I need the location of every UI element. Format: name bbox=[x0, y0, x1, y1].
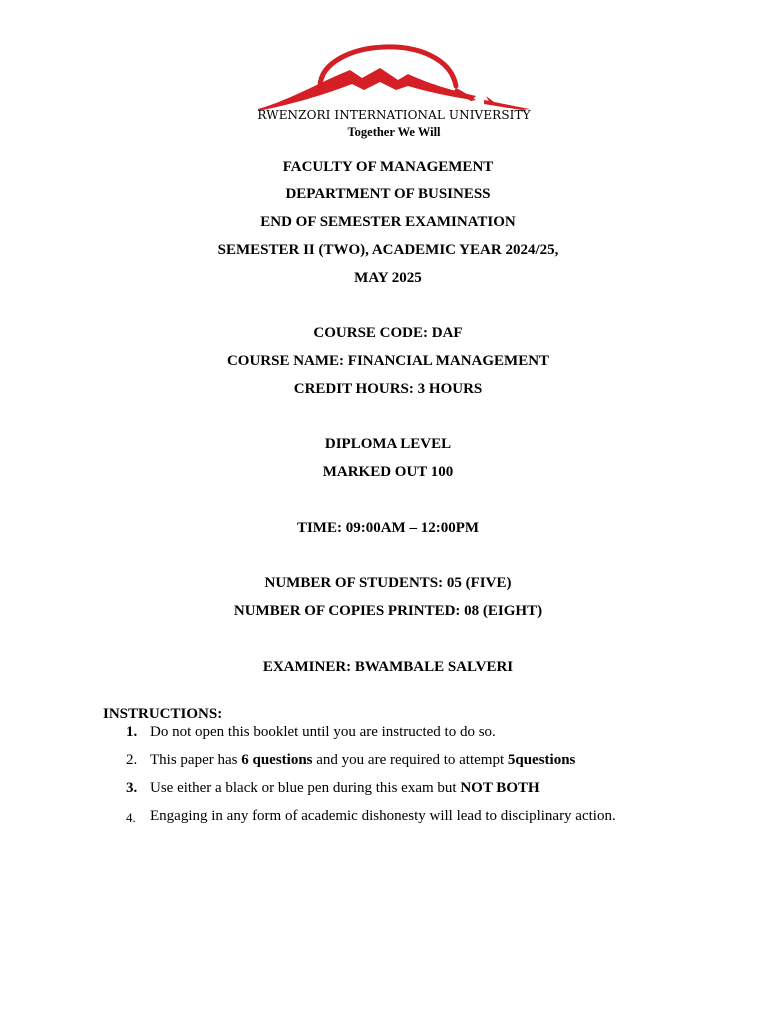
instruction-number: 3. bbox=[126, 780, 138, 796]
mountain-arc-logo-icon bbox=[250, 30, 540, 114]
instruction-number: 4. bbox=[126, 810, 136, 825]
instruction-text-part: and you are required to attempt bbox=[312, 752, 508, 768]
marks-line: MARKED OUT 100 bbox=[322, 464, 454, 480]
instruction-number: 1. bbox=[126, 724, 138, 740]
instruction-text bbox=[150, 780, 540, 797]
university-name: RWENZORI INTERNATIONAL UNIVERSITY bbox=[257, 108, 531, 122]
faculty-line: FACULTY OF MANAGEMENT bbox=[282, 159, 494, 175]
university-logo bbox=[250, 30, 540, 114]
department-line: DEPARTMENT OF BUSINESS bbox=[285, 186, 491, 202]
course-name-line: COURSE NAME: FINANCIAL MANAGEMENT bbox=[226, 353, 550, 369]
instruction-text: Do not open this booklet until you are instructed to do so. bbox=[150, 724, 496, 740]
instructions-title: INSTRUCTIONS: bbox=[103, 706, 223, 722]
examiner-line: EXAMINER: BWAMBALE SALVERI bbox=[262, 659, 514, 675]
copies-line: NUMBER OF COPIES PRINTED: 08 (EIGHT) bbox=[233, 603, 543, 619]
instruction-text bbox=[150, 752, 575, 769]
students-line: NUMBER OF STUDENTS: 05 (FIVE) bbox=[264, 575, 512, 591]
semester-line: SEMESTER II (TWO), ACADEMIC YEAR 2024/25, bbox=[217, 242, 559, 258]
instruction-text-part: Use either a black or blue pen during this exam but bbox=[150, 780, 461, 796]
month-line: MAY 2025 bbox=[354, 270, 422, 286]
course-code-line: COURSE CODE: DAF bbox=[313, 325, 463, 341]
instruction-emphasis: NOT BOTH bbox=[460, 780, 540, 796]
instruction-text-part: This paper has bbox=[150, 752, 242, 768]
instruction-number: 2. bbox=[126, 752, 138, 768]
instruction-text: Engaging in any form of academic dishonesty will lead to disciplinary action. bbox=[150, 808, 616, 824]
instruction-emphasis: 5questions bbox=[507, 752, 576, 768]
level-line: DIPLOMA LEVEL bbox=[324, 436, 452, 452]
university-motto: Together We Will bbox=[347, 125, 441, 139]
exam-type-line: END OF SEMESTER EXAMINATION bbox=[260, 214, 516, 230]
credit-hours-line: CREDIT HOURS: 3 HOURS bbox=[293, 381, 483, 397]
time-line: TIME: 09:00AM – 12:00PM bbox=[296, 520, 480, 536]
instruction-emphasis: 6 questions bbox=[241, 752, 313, 768]
